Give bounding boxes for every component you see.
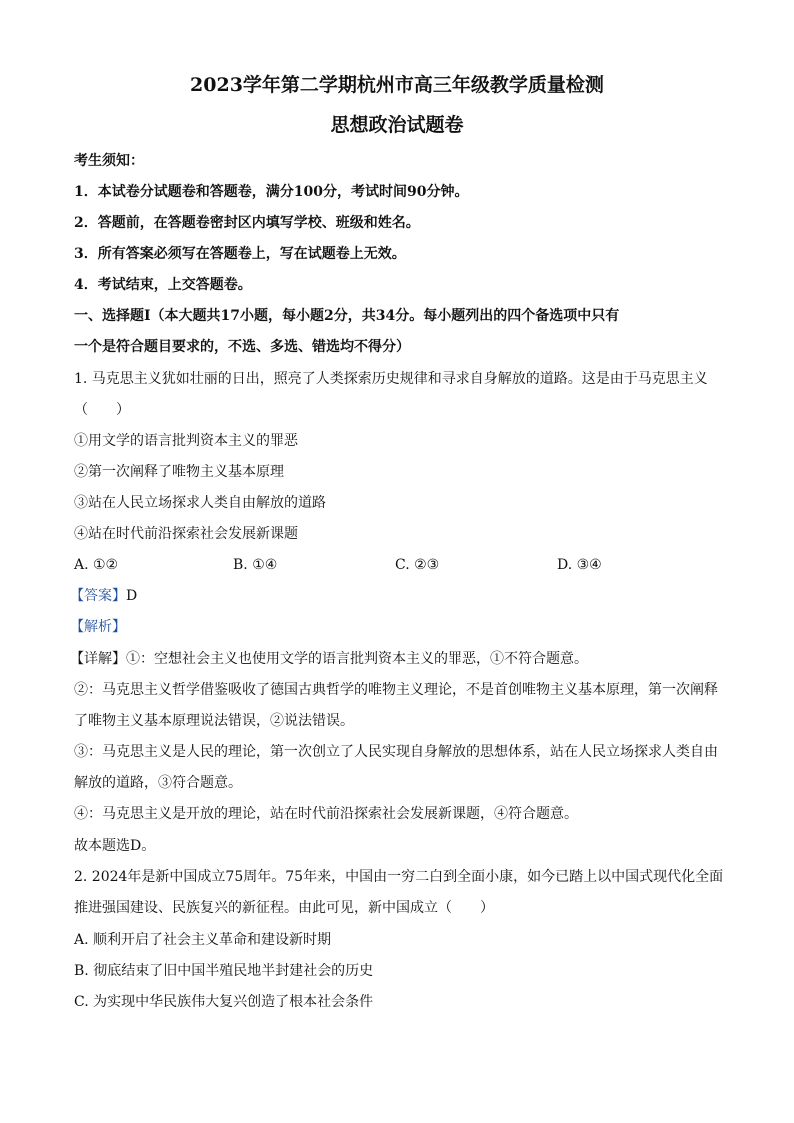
detail-text: ②：马克思主义哲学借鉴吸收了德国古典哲学的唯物主义理论，不是首创唯物主义基本原理，第一次阐释 — [74, 682, 718, 698]
statement-item: ④站在时代前沿探索社会发展新课题 — [74, 526, 298, 542]
section-heading-cont: 一个是符合题目要求的，不选、多选、错选均不得分） — [74, 339, 410, 355]
option-c: C. ②③ — [395, 557, 440, 573]
detail-text: 了唯物主义基本原理说法错误，②说法错误。 — [74, 713, 354, 729]
question-stem-blank: （ ） — [74, 402, 130, 418]
analysis-label: 【解析】 — [70, 619, 126, 635]
answer-line — [70, 587, 137, 605]
detail-line — [70, 650, 588, 668]
exam-subtitle: 思想政治试题卷 — [330, 114, 464, 136]
detail-label: 【详解】 — [70, 651, 126, 667]
option-a: A. 顺利开启了社会主义革命和建设新时期 — [74, 932, 332, 948]
notice-item: 2．答题前，在答题卷密封区内填写学校、班级和姓名。 — [74, 215, 420, 231]
answer-value: D — [126, 588, 138, 604]
section-heading: 一、选择题Ⅰ（本大题共17小题，每小题2分，共34分。每小题列出的四个备选项中只有 — [74, 308, 620, 324]
detail-text: ③：马克思主义是人民的理论，第一次创立了人民实现自身解放的思想体系，站在人民立场探求人类自由 — [74, 744, 718, 760]
notice-item: 3．所有答案必须写在答题卷上，写在试题卷上无效。 — [74, 246, 406, 262]
question-stem: 1. 马克思主义犹如壮丽的日出，照亮了人类探索历史规律和寻求自身解放的道路。这是由于马克思主义 — [74, 371, 708, 387]
option-d: D. ③④ — [557, 557, 602, 573]
detail-text: 解放的道路，③符合题意。 — [74, 775, 242, 791]
statement-item: ①用文学的语言批判资本主义的罪恶 — [74, 433, 298, 449]
option-c: C. 为实现中华民族伟大复兴创造了根本社会条件 — [74, 994, 374, 1010]
notice-item: 4．考试结束，上交答题卷。 — [74, 277, 252, 293]
answer-label: 【答案】 — [70, 588, 126, 604]
statement-item: ③站在人民立场探求人类自由解放的道路 — [74, 495, 326, 511]
question-stem-cont: 推进强国建设、民族复兴的新征程。由此可见，新中国成立（ ） — [74, 900, 494, 916]
option-b: B. 彻底结束了旧中国半殖民地半封建社会的历史 — [74, 963, 374, 979]
detail-text: ④：马克思主义是开放的理论，站在时代前沿探索社会发展新课题，④符合题意。 — [74, 806, 578, 822]
statement-item: ②第一次阐释了唯物主义基本原理 — [74, 464, 284, 480]
detail-text: ①：空想社会主义也使用文学的语言批判资本主义的罪恶，①不符合题意。 — [126, 651, 588, 667]
notice-item: 1．本试卷分试题卷和答题卷，满分100分，考试时间90分钟。 — [74, 184, 469, 200]
option-b: B. ①④ — [233, 557, 278, 573]
exam-title: 2023学年第二学期杭州市高三年级教学质量检测 — [190, 74, 604, 96]
option-a: A. ①② — [74, 557, 119, 573]
notice-heading: 考生须知： — [74, 153, 144, 169]
conclusion-text: 故本题选D。 — [74, 838, 156, 854]
question-stem: 2. 2024年是新中国成立75周年。75年来，中国由一穷二白到全面小康，如今已踏上以中国式现代化全面 — [74, 869, 724, 885]
